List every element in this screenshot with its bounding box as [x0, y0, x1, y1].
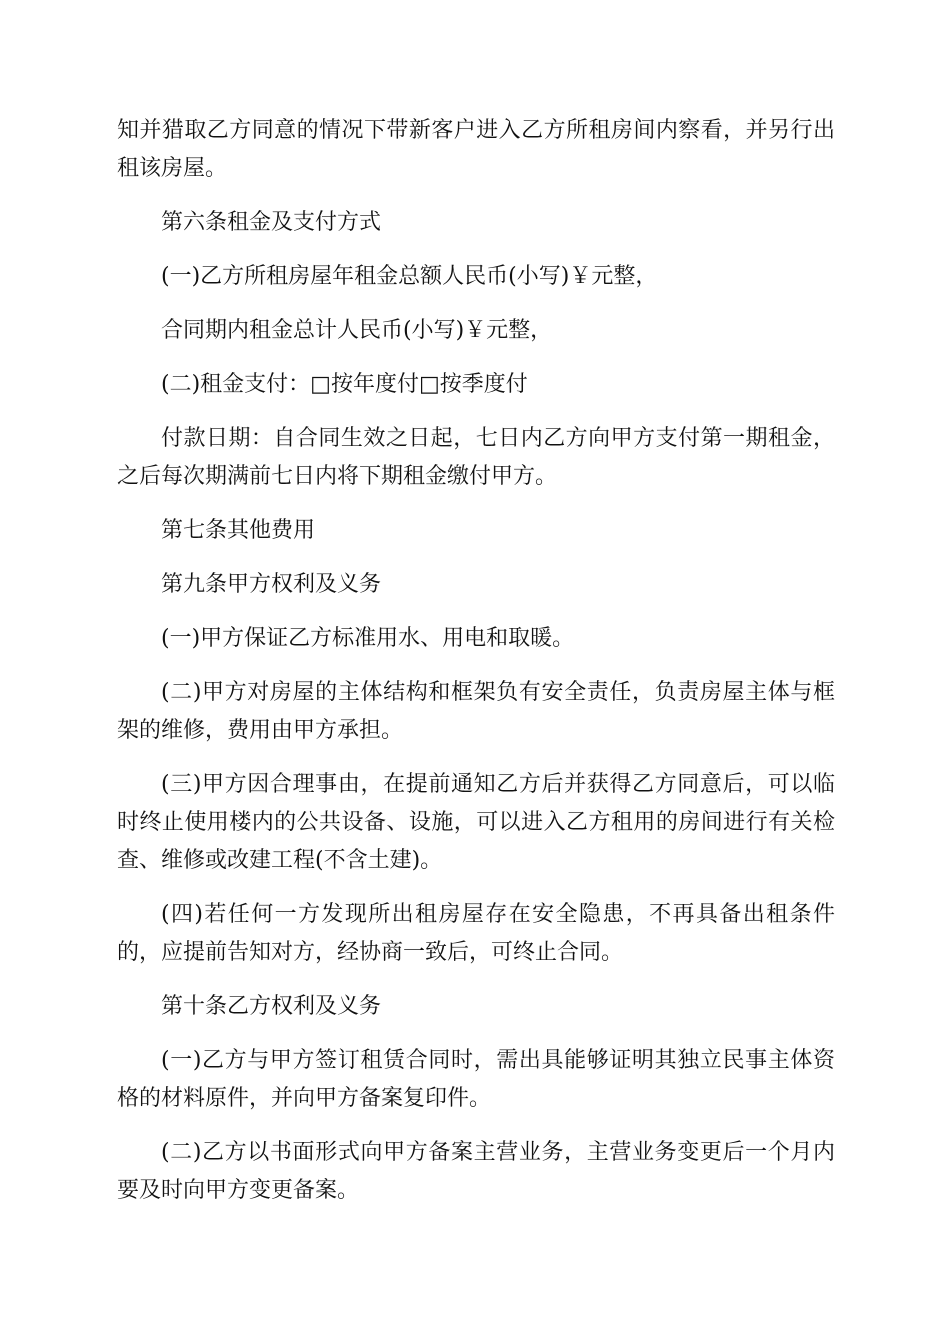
- paragraph-payment-method: (二)租金支付：□按年度付□按季度付: [161, 372, 528, 397]
- paragraph-party-b-2: (二)乙方以书面形式向甲方备案主营业务，主营业务变更后一个月内要及时向甲方变更备案。: [117, 1140, 835, 1203]
- paragraph-payment-date: 付款日期：自合同生效之日起，七日内乙方向甲方支付第一期租金，之后每次期满前七日内将下期租金缴付甲方。: [117, 426, 835, 489]
- document-body: [117, 112, 835, 1226]
- paragraph-continuation: 知并猎取乙方同意的情况下带新客户进入乙方所租房间内察看，并另行出租该房屋。: [117, 118, 835, 181]
- section-heading-article-9: 第九条甲方权利及义务: [161, 572, 382, 597]
- paragraph-party-a-2: (二)甲方对房屋的主体结构和框架负有安全责任，负责房屋主体与框架的维修，费用由甲方承担。: [117, 680, 835, 743]
- paragraph-party-a-1: (一)甲方保证乙方标准用水、用电和取暖。: [161, 626, 575, 651]
- paragraph-party-b-1: (一)乙方与甲方签订租赁合同时，需出具能够证明其独立民事主体资格的材料原件，并向甲方备案复印件。: [117, 1048, 835, 1111]
- section-heading-article-7: 第七条其他费用: [161, 518, 316, 543]
- paragraph-total-rent: 合同期内租金总计人民币(小写)￥元整，: [161, 318, 553, 343]
- paragraph-party-a-3: (三)甲方因合理事由，在提前通知乙方后并获得乙方同意后，可以临时终止使用楼内的公共设备、设施，可以进入乙方租用的房间进行有关检查、维修或改建工程(不含土建)。: [117, 772, 835, 873]
- paragraph-party-a-4: (四)若任何一方发现所出租房屋存在安全隐患，不再具备出租条件的，应提前告知对方，经协商一致后，可终止合同。: [117, 902, 835, 965]
- paragraph-annual-rent: (一)乙方所租房屋年租金总额人民币(小写)￥元整，: [161, 264, 658, 289]
- section-heading-article-10: 第十条乙方权利及义务: [161, 994, 382, 1019]
- section-heading-article-6: 第六条租金及支付方式: [161, 210, 382, 235]
